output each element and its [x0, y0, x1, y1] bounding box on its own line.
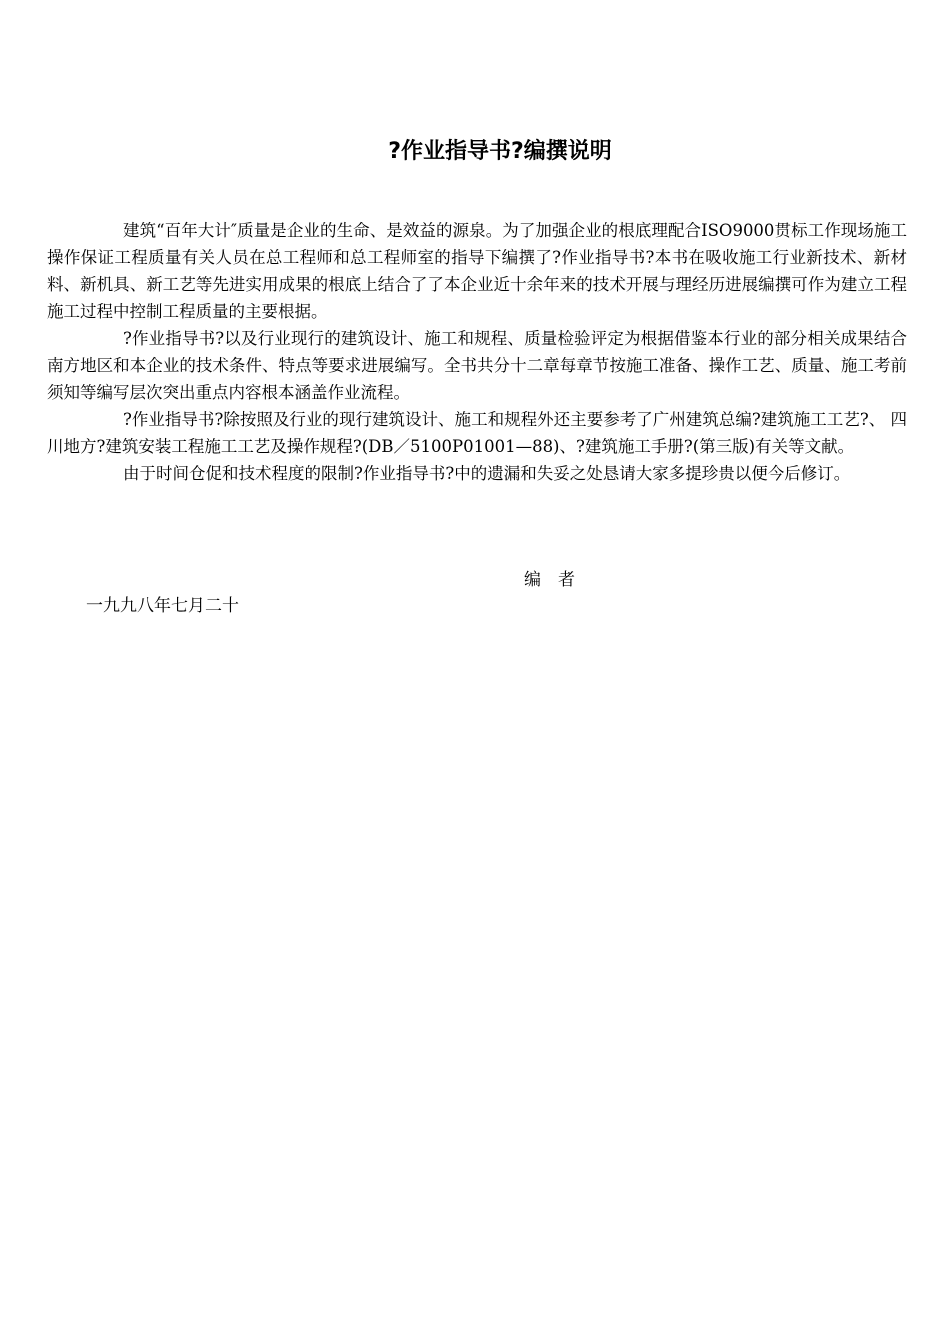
paragraph-3: ?作业指导书?除按照及行业的现行建筑设计、施工和规程外还主要参考了广州建筑总编?建筑施工工艺?、 四川地方?建筑安装工程施工工艺及操作规程?(DB／5100P01001—88)、?建筑施工手册?(第三版)有关等文献。 — [47, 410, 907, 456]
document-date: 一九九八年七月二十 — [86, 596, 239, 616]
paragraph-1: 建筑“百年大计″质量是企业的生命、是效益的源泉。为了加强企业的根底理配合ISO9000贯标工作现场施工操作保证工程质量有关人员在总工程师和总工程师室的指导下编撰了?作业指导书?本书在吸收施工行业新技术、新材料、新机具、新工艺等先进实用成果的根底上结合了了本企业近十余年来的技术开展与理经历进展编撰可作为建立工程施工过程中控制工程质量的主要根据。 — [47, 221, 907, 321]
document-body — [47, 217, 907, 487]
paragraph-4: 由于时间仓促和技术程度的限制?作业指导书?中的遗漏和失妥之处恳请大家多提珍贵以便今后修订。 — [123, 464, 851, 483]
document-title: ?作业指导书?编撰说明 — [388, 139, 612, 164]
author-signature: 编 者 — [524, 570, 575, 590]
paragraph-2: ?作业指导书?以及行业现行的建筑设计、施工和规程、质量检验评定为根据借鉴本行业的部分相关成果结合南方地区和本企业的技术条件、特点等要求进展编写。全书共分十二章每章节按施工准备、操作工艺、质量、施工考前须知等编写层次突出重点内容根本涵盖作业流程。 — [47, 329, 907, 402]
